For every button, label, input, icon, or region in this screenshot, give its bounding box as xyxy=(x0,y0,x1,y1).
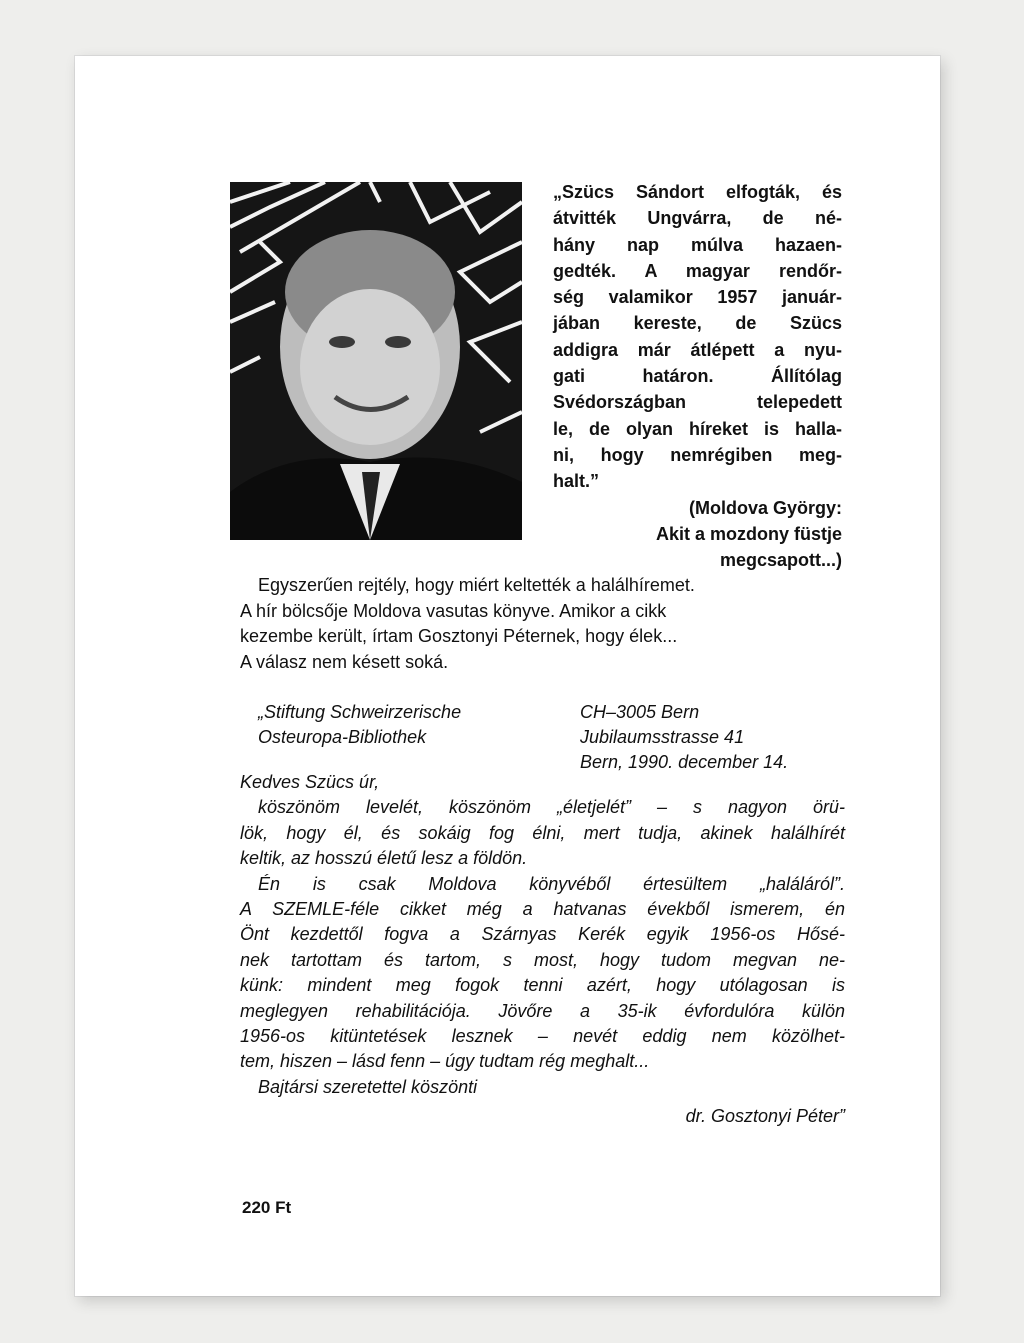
letter-line: Önt kezdettől fogva a Szárnyas Kerék egyik 1956-os Hősé- xyxy=(240,924,845,945)
letter-closing: Bajtársi szeretettel köszönti xyxy=(258,1076,478,1097)
letter-signature: dr. Gosztonyi Péter” xyxy=(685,1106,845,1127)
letter-line: 1956-os kitüntetések lesznek – nevét eddig nem közölhet- xyxy=(240,1026,845,1047)
letter-line: keltik, az hosszú életű lesz a földön. xyxy=(240,848,528,869)
sender-line: Osteuropa-Bibliothek xyxy=(258,727,427,747)
letter-line: Én is csak Moldova könyvéből értesültem „haláláról”. xyxy=(258,873,845,894)
sender-line: „Stiftung Schweirzerische xyxy=(258,702,462,722)
quote-line: „Szücs Sándort elfogták, és xyxy=(553,182,842,202)
intro-line: A válasz nem késett soká. xyxy=(240,651,449,672)
quote-line: ség valamikor 1957 január- xyxy=(553,287,842,308)
quote-line: addigra már átlépett a nyu- xyxy=(553,339,842,360)
quote-source-line: Akit a mozdony füstje xyxy=(655,523,842,544)
quote-block xyxy=(553,179,842,573)
letter-line: künk: mindent meg fogok tenni azért, hogy utólagosan is xyxy=(240,975,845,996)
letter-line: nek tartottam és tartom, s most, hogy tudom megvan ne- xyxy=(240,949,845,970)
letter-line: A SZEMLE-féle cikket még a hatvanas évekből ismerem, én xyxy=(240,899,845,920)
quote-line: halt.” xyxy=(553,471,600,492)
letter-line: köszönöm levelét, köszönöm „életjelét” – s nagyon örü- xyxy=(258,797,845,818)
price-label: 220 Ft xyxy=(242,1198,292,1217)
letter-line: tem, hiszen – lásd fenn – úgy tudtam rég meghalt... xyxy=(240,1051,650,1072)
letter-line: meglegyen rehabilitációja. Jövőre a 35-ik évfordulóra külön xyxy=(240,1000,845,1021)
quote-line: gati határon. Állítólag xyxy=(553,366,842,387)
quote-line: ni, hogy nemrégiben meg- xyxy=(553,444,842,465)
quote-source-line: megcsapott...) xyxy=(719,550,842,571)
sender-address xyxy=(580,700,788,775)
quote-line: gedték. A magyar rendőr- xyxy=(553,260,842,281)
quote-line: jában kereste, de Szücs xyxy=(553,313,842,334)
quote-line: le, de olyan híreket is halla- xyxy=(553,418,842,439)
letter-line: lök, hogy él, és sokáig fog élni, mert tudja, akinek halálhírét xyxy=(240,822,845,843)
address-line: CH–3005 Bern xyxy=(580,702,700,722)
quote-source-line: (Moldova György: xyxy=(688,497,842,518)
author-portrait-photo xyxy=(230,182,522,540)
intro-line: Egyszerűen rejtély, hogy miért keltették a halálhíremet. xyxy=(258,575,695,595)
address-line: Jubilaumsstrasse 41 xyxy=(580,727,745,747)
quote-line: Svédországban telepedett xyxy=(553,392,842,413)
letter-body xyxy=(240,770,845,1130)
quote-line: hány nap múlva hazaen- xyxy=(553,234,842,255)
intro-paragraph xyxy=(240,573,845,675)
intro-line: A hír bölcsője Moldova vasutas könyve. Amikor a cikk xyxy=(240,600,667,621)
intro-line: kezembe került, írtam Gosztonyi Péternek, hogy élek... xyxy=(240,626,678,646)
quote-line: átvitték Ungvárra, de né- xyxy=(553,208,842,229)
letter-greeting: Kedves Szücs úr, xyxy=(240,772,380,792)
address-line: Bern, 1990. december 14. xyxy=(580,752,789,772)
sender-organization xyxy=(258,700,461,750)
